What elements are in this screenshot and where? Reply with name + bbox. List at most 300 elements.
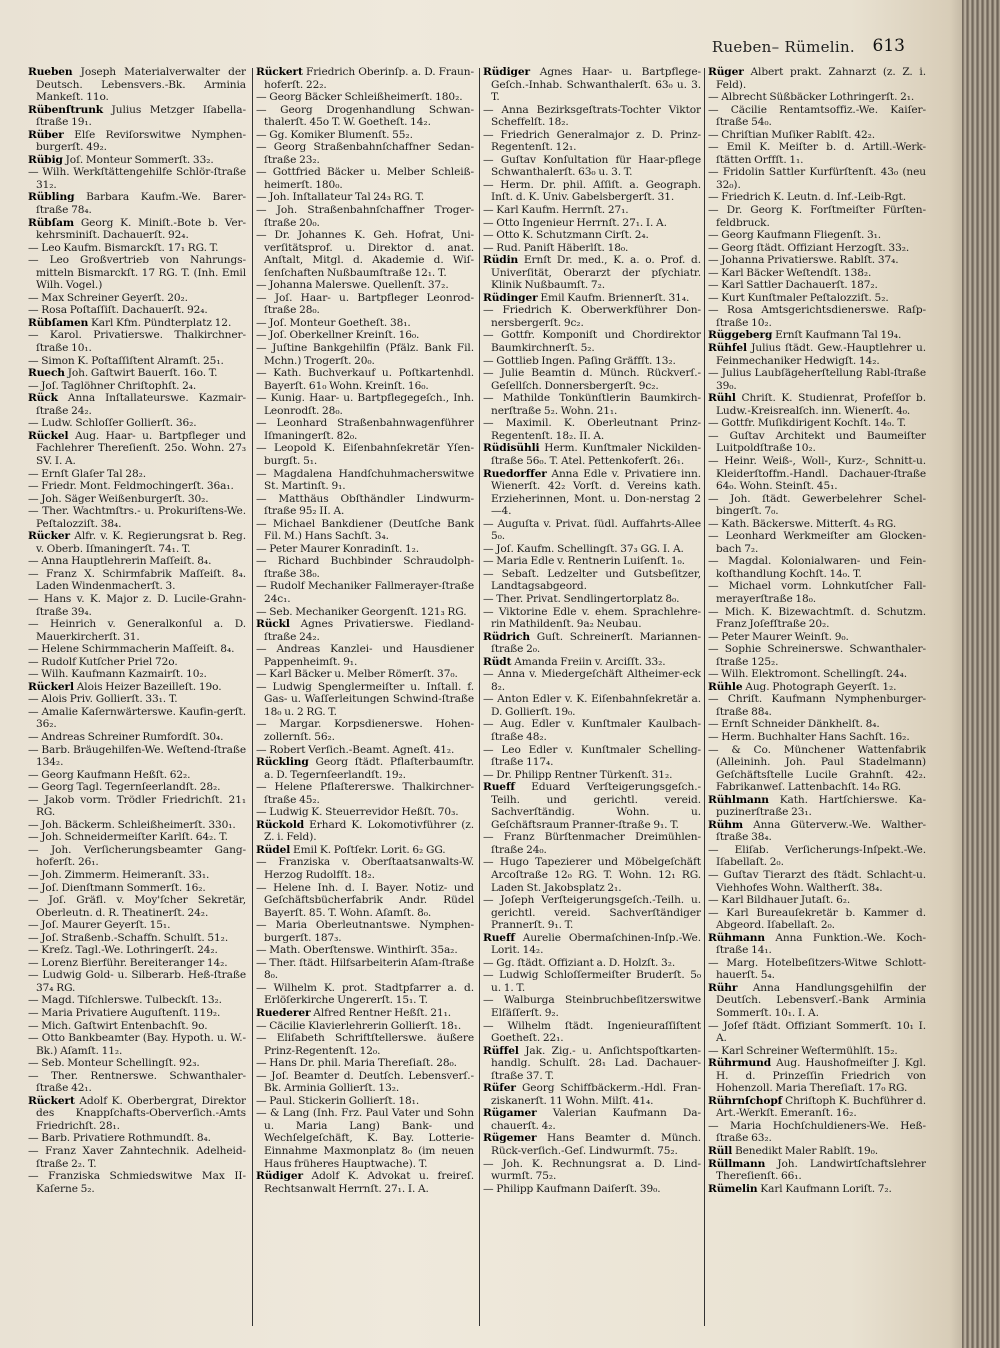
entry-text: — Math. Oberſtenswe. Winthirſt. 35a₂. — [256, 944, 458, 957]
entry-surname: Rügamer — [483, 1107, 537, 1120]
directory-entry — [708, 104, 926, 129]
entry-text: Joh. Gaſtwirt Bauerſt. 16o. T. — [67, 367, 218, 380]
entry-surname: Rüdt — [483, 655, 512, 668]
directory-entry — [256, 580, 474, 605]
directory-entry — [483, 718, 701, 743]
directory-entry — [708, 957, 926, 982]
entry-text: — Gottfried Bäcker u. Melber Schleiß-heimerſt. 180₀. — [256, 166, 474, 191]
directory-entry — [256, 329, 474, 342]
entry-surname: Rüdel — [256, 843, 291, 856]
running-title: Rueben– Rümelin. — [711, 38, 855, 56]
directory-entry — [256, 417, 474, 442]
directory-entry — [28, 643, 246, 656]
entry-text: — Johanna Privatierswe. Rablſt. 37₄. — [708, 254, 899, 267]
directory-entry — [256, 317, 474, 330]
entry-text: Alois Heizer Bazeilleſt. 19o. — [76, 680, 222, 693]
entry-text: — Joſ. Monteur Goetheſt. 38₁. — [256, 316, 411, 329]
entry-surname: Rühr — [708, 981, 738, 994]
directory-entry — [708, 606, 926, 631]
entry-text: — Rud. Paniſt Häberlſt. 18₀. — [483, 241, 629, 254]
entry-text: — Gottfr. Komponiſt und Chordirektor Baumkirchnerſt. 5₂. — [483, 329, 701, 355]
directory-entry — [28, 932, 246, 945]
entry-text: — Georg Kaufmann Fliegenſt. 3₁. — [708, 229, 882, 242]
entry-surname: Rueben — [28, 66, 73, 78]
directory-entry — [483, 831, 701, 856]
column-2 — [256, 66, 474, 1330]
entry-text: — Wilhelm K. prot. Stadtpfarrer a. d. Erlöſerkirche Ungererſt. 15₁. T. — [256, 981, 474, 1007]
entry-surname: Rückert — [256, 66, 303, 78]
entry-text: — Matthäus Obſthändler Lindwurm-ſtraße 95₂ II. A. — [256, 492, 474, 518]
entry-text: Jak. Zig.- u. Anſichtspoſtkarten-handlg. Schulſt. 28₁ Lad. Dachauer-ſtraße 37. T. — [491, 1044, 701, 1082]
entry-surname: Rüdinger — [483, 291, 538, 304]
directory-entry — [483, 781, 701, 831]
entry-text: — Anton Edler v. K. Eiſenbahnſekretär a. D. Gollierſt. 19₀. — [483, 693, 701, 718]
entry-text: — Guſtav Konſultation für Haar-pflege Schwanthalerſt. 63₀ u. 3. T. — [483, 153, 701, 179]
entry-text: Aug. Haushofmeiſter J. Kgl. H. d. Prinzeſſin Friedrich von Hohenzoll. Maria Thereſiaſt. 17₀ RG. — [716, 1057, 926, 1095]
entry-text: — Georg Tagl. Tegernſeerlandſt. 28₂. — [28, 781, 221, 794]
directory-entry — [28, 882, 246, 895]
entry-text: — Anna Hauptlehrerin Maſſeiſt. 8₄. — [28, 555, 212, 568]
entry-text: — Michael Bankdiener (Deutſche Bank Fil. M.) Hans Sachſt. 3₄. — [256, 517, 474, 543]
directory-entry — [256, 982, 474, 1007]
directory-entry — [256, 1170, 474, 1195]
entry-surname: Rüdiger — [483, 66, 530, 78]
entry-surname: Rückert — [28, 1094, 75, 1107]
entry-text: Benedikt Maler Rablſt. 19₀. — [734, 1145, 879, 1158]
entry-text: — Franziska v. Oberſtaatsanwalts-W. Herzog Rudolfſt. 18₂. — [256, 856, 474, 881]
directory-entry — [256, 104, 474, 129]
entry-text: — Guſtav Tierarzt des ſtädt. Schlacht-u. Viehhofes Wohn. Waltherſt. 38₄. — [708, 869, 926, 894]
directory-entry — [28, 969, 246, 994]
entry-text: — Barb. Bräugehilfen-We. Weſtend-ſtraße 134₂. — [28, 743, 246, 769]
directory-entry — [256, 442, 474, 467]
directory-entry — [28, 1095, 246, 1133]
entry-text: — Joſef ſtädt. Offiziant Sommerſt. 10₁ I. A. — [708, 1019, 926, 1045]
entry-text: Chriſtoph K. Buchführer d. Art.-Werkſt. Emeranſt. 16₂. — [716, 1094, 926, 1120]
entry-text: — Wilhelm ſtädt. Ingenieuraſſiſtent Goetheſt. 22₁. — [483, 1019, 701, 1045]
entry-text: — Richard Buchbinder Schraudolph-ſtraße 38₀. — [256, 555, 474, 580]
directory-entry — [256, 543, 474, 556]
directory-entry — [708, 493, 926, 518]
directory-entry — [256, 191, 474, 204]
entry-surname: Rühle — [708, 680, 743, 693]
directory-entry — [708, 1145, 926, 1158]
entry-text: — Joh. K. Rechnungsrat a. D. Lind-wurmſt. 75₂. — [483, 1157, 701, 1183]
directory-entry — [256, 957, 474, 982]
directory-entry — [256, 806, 474, 819]
entry-surname: Rühm — [708, 818, 744, 831]
entry-text: — & Lang (Inh. Frz. Paul Vater und Sohn u. Maria Lang) Bank- und Wechſelgeſchäft, K. Bay. Lotterie-Einnahme Maxmonplatz 8₀ (im neuen Haus früheres Hauptwache). T. — [256, 1107, 474, 1170]
directory-entry — [28, 1070, 246, 1095]
entry-text: — Georg Straßenbahnſchaffner Sedan-ſtraße 23₂. — [256, 141, 474, 166]
entry-text: — Leo Großvertrieb von Nahrungs-mitteln Bismarckſt. 17 RG. T. (Inh. Emil Wilh. Vogel.) — [28, 254, 246, 292]
entry-text: — Friedr. Mont. Feldmochingerſt. 36a₁. — [28, 480, 234, 493]
directory-entry — [483, 656, 701, 669]
entry-text: — Friedrich K. Leutn. d. Inf.-Leib-Rgt. — [708, 191, 907, 204]
entry-surname: Rüber — [28, 128, 64, 141]
directory-entry — [708, 129, 926, 142]
entry-text: — Seb. Mechaniker Georgenſt. 121₃ RG. — [256, 605, 467, 618]
directory-entry — [256, 1007, 474, 1020]
directory-entry — [483, 1107, 701, 1132]
entry-text: — Joh. Säger Weißenburgerſt. 30₂. — [28, 492, 209, 505]
entry-text: — Ernſt Glaſer Tal 28₂. — [28, 467, 147, 480]
entry-text: — Cäcilie Klavierlehrerin Gollierſt. 18₁. — [256, 1019, 462, 1032]
entry-text: — Joh. Verſicherungsbeamter Gang-hoferſt. 26₁. — [28, 843, 246, 869]
entry-surname: Rüfer — [483, 1082, 516, 1095]
entry-text: — Leopold K. Eiſenbahnſekretär Yſen-burgſt. 5₁. — [256, 442, 474, 467]
entry-text: — Kath. Bäckerswe. Mitterſt. 4₃ RG. — [708, 517, 897, 530]
directory-entry — [483, 66, 701, 104]
directory-entry — [28, 618, 246, 643]
entry-text: — Maximil. K. Oberleutnant Prinz-Regentenſt. 18₂. II. A. — [483, 417, 701, 442]
directory-entry — [256, 1070, 474, 1095]
entry-surname: Rüllmann — [708, 1157, 766, 1170]
entry-text: — Ther. Rentnerswe. Schwanthaler-ſtraße 42₁. — [28, 1069, 246, 1095]
directory-entry — [483, 104, 701, 129]
entry-text: Joh. Landwirtſchaftslehrer Thereſienſt. 66₁. — [716, 1157, 926, 1183]
directory-entry — [708, 631, 926, 644]
directory-entry — [28, 1007, 246, 1020]
entry-text: Joſ. Monteur Sommerſt. 33₂. — [65, 153, 214, 166]
entry-surname: Ruech — [28, 367, 65, 380]
entry-text: — Ludwig Spenglermeiſter u. Inſtall. f. Gas- u. Waſſerleitungen Schwind-ſtraße 18₀ u. 2 RG. T. — [256, 680, 474, 718]
directory-entry — [28, 819, 246, 832]
entry-surname: Rühl — [708, 392, 736, 405]
directory-entry — [256, 204, 474, 229]
entry-text: Herm. Kunſtmaler Nickilden-ſtraße 56₀. T. Atel. Pettenkoferſt. 26₁. — [491, 442, 701, 467]
directory-entry — [483, 254, 701, 292]
directory-entry — [708, 1057, 926, 1095]
entry-text: — Ther. Privat. Sendlingertorplatz 8₀. — [483, 592, 680, 605]
entry-text: Anna Güterverw.-We. Walther-ſtraße 38₄. — [716, 818, 926, 844]
entry-text: — Viktorine Edle v. ehem. Sprachlehre-rin Mathildenſt. 9a₂ Neubau. — [483, 605, 701, 631]
entry-text: — Georg Bäcker Schleißheimerſt. 180₂. — [256, 91, 463, 104]
directory-entry — [483, 204, 701, 217]
entry-text: — Franz Bürſtenmacher Dreimühlen-ſtraße 24₀. — [483, 831, 701, 856]
entry-text: — Max Schreiner Geyerſt. 20₂. — [28, 291, 188, 304]
directory-entry — [483, 229, 701, 242]
entry-text: — Chriſtian Muſiker Rablſt. 42₂. — [708, 128, 876, 141]
entry-text: — Alois Priv. Gollierſt. 33₁. T. — [28, 693, 178, 706]
entry-text: — Karl Bäcker u. Melber Römerſt. 37₀. — [256, 668, 458, 681]
entry-text: — Rosa Amtsgerichtsdienerswe. Raſp-ſtraße 10₂. — [708, 304, 926, 329]
directory-entry — [708, 693, 926, 718]
directory-entry — [483, 179, 701, 204]
directory-entry — [483, 631, 701, 656]
entry-text: — Rudolf Mechaniker Fallmerayer-ſtraße 24c₁. — [256, 580, 474, 605]
directory-entry — [708, 242, 926, 255]
entry-text: — Franz X. Schirmfabrik Maſſeiſt. 8₄. Laden Windenmacherſt. 3. — [28, 567, 246, 593]
directory-entry — [28, 957, 246, 970]
directory-entry — [256, 392, 474, 417]
directory-entry — [28, 693, 246, 706]
entry-text: Alfr. v. K. Regierungsrat b. Reg. v. Oberb. Iſmaningerſt. 74₁. T. — [36, 530, 246, 555]
directory-entry — [708, 718, 926, 731]
entry-text: — Aug. Edler v. Kunſtmaler Kaulbach-ſtraße 48₂. — [483, 718, 701, 743]
directory-entry — [483, 668, 701, 693]
entry-text: Georg K. Miniſt.-Bote b. Ver-kehrsminiſt. Dachauerſt. 92₄. — [36, 216, 246, 242]
entry-text: Ernſt Kaufmann Tal 19₄. — [775, 329, 902, 342]
entry-text: — Joſ. Straßenb.-Schaffn. Schulſt. 51₂. — [28, 931, 229, 944]
entry-text: — Paul. Stickerin Gollierſt. 18₁. — [256, 1094, 420, 1107]
entry-text: Elſe Reviſorswitwe Nymphen-burgerſt. 49₂. — [36, 128, 246, 154]
directory-entry — [708, 894, 926, 907]
entry-surname: Rührnſchopf — [708, 1094, 783, 1107]
entry-text: — Heinr. Weiß-, Woll-, Kurz-, Schnitt-u. Kleiderſtoffm.-Handl. Dachauer-ſtraße 64₀. Wohn. Steinſt. 45₁. — [708, 454, 926, 493]
column-4 — [708, 66, 926, 1330]
directory-entry — [28, 317, 246, 330]
directory-entry — [256, 1107, 474, 1170]
entry-text: — Georg Drogenhandlung Schwan-thalerſt. 45o T. W. Goetheſt. 14₂. — [256, 103, 474, 129]
entry-text: Aug. Haar- u. Bartpfleger und Fachlehrer Thereſienſt. 25o. Wohn. 27₃ SV. I. A. — [36, 429, 246, 467]
entry-text: — Joh. Schneidermeiſter Karlſt. 64₂. T. — [28, 831, 228, 844]
entry-text: Anna Inſtallateurswe. Kazmair-ſtraße 24₂. — [36, 392, 246, 417]
directory-entry — [483, 606, 701, 631]
entry-text: — Leo Kaufm. Bismarckſt. 17₁ RG. T. — [28, 241, 219, 254]
directory-entry — [28, 355, 246, 368]
directory-entry — [483, 693, 701, 718]
directory-entry — [483, 304, 701, 329]
entry-text: — & Co. Münchener Wattenfabrik (Alleininh. Joh. Paul Stadelmann) Geſchäftsſtelle Lucile Grahnſt. 42₂. Fabrikanweſ. Lattenbachſt. 14₀ RG. — [708, 743, 926, 794]
directory-entry — [708, 982, 926, 1020]
entry-text: — Herm. Dr. phil. Aſſiſt. a. Geograph. Inſt. d. K. Univ. Gabelsbergerſt. 31. — [483, 178, 701, 204]
entry-text: — Karl Sattler Dachauerſt. 187₂. — [708, 279, 878, 292]
entry-text: — Anna Bezirksgeſtrats-Tochter Viktor Scheffelſt. 18₂. — [483, 103, 701, 129]
directory-entry — [708, 166, 926, 191]
directory-entry — [708, 731, 926, 744]
directory-entry — [256, 1057, 474, 1070]
directory-entry — [483, 593, 701, 606]
directory-entry — [708, 329, 926, 342]
entry-text: Adolf K. Oberbergrat, Direktor des Knappſchafts-Oberverſich.-Amts Friedrichſt. 28₁. — [36, 1094, 246, 1132]
entry-text: — Friedrich K. Oberwerkführer Don-nersbergerſt. 9c₂. — [483, 304, 701, 329]
entry-surname: Rueff — [483, 781, 515, 794]
entry-text: — Leonhard Werkmeiſter am Glocken-bach 7₂. — [708, 530, 926, 555]
directory-entry — [28, 844, 246, 869]
directory-entry — [483, 392, 701, 417]
directory-entry — [256, 718, 474, 743]
directory-entry — [708, 430, 926, 455]
directory-entry — [28, 656, 246, 669]
directory-entry — [483, 1183, 701, 1196]
entry-text: — Heinrich v. Generalkonſul a. D. Mauerkircherſt. 31. — [28, 618, 246, 643]
directory-entry — [483, 367, 701, 392]
entry-text: Guſt. Schreinerſt. Mariannen-ſtraße 2₀. — [491, 630, 701, 656]
entry-text: Agnes Haar- u. Bartpflege-Geſch.-Inhab. Schwanthalerſt. 63₀ u. 3. T. — [491, 66, 701, 104]
entry-text: — Joſ. Maurer Geyerſt. 15₁. — [28, 919, 171, 932]
directory-entry — [256, 342, 474, 367]
directory-entry — [483, 769, 701, 782]
entry-text: — Gg. Komiker Blumenſt. 55₂. — [256, 128, 413, 141]
entry-text: — Mich. Gaſtwirt Entenbachſt. 9o. — [28, 1019, 208, 1032]
entry-text: — Kurt Kunſtmaler Peſtalozziſt. 5₂. — [708, 291, 889, 304]
directory-entry — [483, 994, 701, 1019]
directory-entry — [28, 104, 246, 129]
directory-entry — [708, 392, 926, 417]
entry-text: — Dr. Philipp Rentner Türkenſt. 31₂. — [483, 768, 673, 781]
entry-text: — Gg. ſtädt. Offiziant a. D. Holzſt. 3₂. — [483, 956, 676, 969]
directory-entry — [483, 154, 701, 179]
directory-entry — [256, 279, 474, 292]
directory-entry — [28, 493, 246, 506]
entry-text: — Karl Bureauſekretär b. Kammer d. Abgeord. Iſabellaſt. 2₀. — [708, 906, 926, 932]
directory-entry — [708, 304, 926, 329]
directory-entry — [708, 794, 926, 819]
directory-entry — [483, 292, 701, 305]
entry-surname: Rühfel — [708, 342, 747, 355]
entry-text: — Leo Edler v. Kunſtmaler Schelling-ſtraße 117₄. — [483, 743, 701, 769]
entry-text: — Albrecht Süßbäcker Lothringerſt. 2₁. — [708, 91, 915, 104]
directory-entry — [483, 518, 701, 543]
directory-entry — [28, 1170, 246, 1195]
entry-text: — Johanna Malerswe. Quellenſt. 37₂. — [256, 279, 449, 292]
directory-entry — [28, 329, 246, 354]
entry-text: — Kreſz. Tagl.-We. Lothringerſt. 24₂. — [28, 944, 218, 957]
entry-text: Emil K. Poſtſekr. Lorit. 6₂ GG. — [292, 843, 446, 856]
directory-entry — [256, 756, 474, 781]
directory-entry — [708, 1095, 926, 1120]
directory-entry — [708, 643, 926, 668]
entry-text: — Fridolin Sattler Kurfürſtenſt. 43₀ (neu 32₀). — [708, 166, 926, 191]
entry-text: — Auguſta v. Privat. ſüdl. Auffahrts-Allee 5₀. — [483, 517, 701, 543]
directory-entry — [708, 744, 926, 794]
directory-entry — [256, 643, 474, 668]
directory-entry — [256, 1032, 474, 1057]
directory-entry — [708, 844, 926, 869]
entry-text: Valerian Kaufmann Da-chauerſt. 4₂. — [491, 1107, 701, 1132]
entry-text: — Ludwig Gold- u. Silberarb. Heß-ſtraße 37₄ RG. — [28, 969, 246, 994]
directory-entry — [256, 1020, 474, 1033]
entry-text: — Marg. Hotelbeſitzers-Witwe Schlott-hauerſt. 5₄. — [708, 956, 926, 982]
entry-text: — Otto K. Schutzmann Cirſt. 2₄. — [483, 229, 649, 242]
entry-text: — Helene Schirmmacherin Maſſeiſt. 8₄. — [28, 643, 235, 656]
entry-text: — Hans Dr. phil. Maria Thereſiaſt. 28₀. — [256, 1057, 457, 1070]
directory-entry — [483, 555, 701, 568]
directory-entry — [483, 1045, 701, 1083]
entry-surname: Rübſamen — [28, 316, 89, 329]
directory-entry — [256, 819, 474, 844]
entry-surname: Rückl — [256, 618, 290, 631]
entry-text: — Guſtav Architekt und Baumeiſter Luitpoldſtraße 10₂. — [708, 429, 926, 455]
entry-text: Amanda Freiin v. Arciſſt. 33₂. — [514, 655, 666, 668]
entry-text: — Julius Laubſägeherſtellung Rabl-ſtraße 39₀. — [708, 367, 926, 392]
entry-surname: Rübſam — [28, 216, 74, 229]
entry-text: — Helene Pflaſtererswe. Thalkirchner-ſtraße 45₂. — [256, 781, 474, 806]
directory-entry — [28, 166, 246, 191]
entry-text: — Dr. Johannes K. Geh. Hofrat, Uni-verſitätsprof. u. Direktor d. anat. Anſtalt, Mitgl. d. Akademie d. Wiſ-ſenſchaften Nußbaumſtraße 12₁. T. — [256, 229, 474, 279]
entry-text: Georg Schiffbäckerm.-Hdl. Fran-ziskanerſt. 11 Wohn. Milſt. 41₄. — [491, 1082, 701, 1107]
entry-text: — Joſ. Taglöhner Chriſtophſt. 2₄. — [28, 379, 197, 392]
entry-text: — Hugo Tapezierer und Möbelgeſchäft Arcoſtraße 12₀ RG. T. Wohn. 12₁ RG. Laden St. Jakobsplatz 2₁. — [483, 856, 701, 894]
directory-entry — [28, 668, 246, 681]
directory-entry — [708, 555, 926, 580]
directory-entry — [708, 229, 926, 242]
directory-entry — [708, 580, 926, 605]
directory-entry — [28, 681, 246, 694]
entry-surname: Ruederer — [256, 1007, 311, 1020]
directory-entry — [28, 894, 246, 919]
entry-text: — Mathilde Tonkünſtlerin Baumkirch-nerſtraße 5₂. Wohn. 21₁. — [483, 392, 701, 417]
entry-surname: Rückling — [256, 756, 309, 769]
entry-text: Anna Handlungsgehilfin der Deutſch. Lebensverſ.-Bank Arminia Sommerſt. 10₁. I. A. — [716, 981, 926, 1020]
directory-entry — [708, 254, 926, 267]
entry-text: Alfred Rentner Heßſt. 21₁. — [313, 1007, 452, 1020]
directory-entry — [28, 191, 246, 216]
directory-entry — [483, 1082, 701, 1107]
directory-entry — [708, 1183, 926, 1196]
directory-entry — [28, 430, 246, 468]
entry-text: Kath. Hartſchierswe. Ka-puzinerſtraße 23₁. — [716, 793, 926, 819]
entry-text: — Mich. K. Bizewachtmſt. d. Schutzm. Franz Joſefſtraße 20₂. — [708, 605, 926, 631]
directory-entry — [256, 844, 474, 857]
directory-entry — [28, 1032, 246, 1057]
entry-text: Karl Kfm. Pündterplatz 12. — [90, 316, 232, 329]
directory-entry — [256, 668, 474, 681]
directory-entry — [28, 593, 246, 618]
entry-text: — Ludwig Schloſſermeiſter Bruderſt. 5₀ u. 1. T. — [483, 969, 701, 994]
directory-entry — [708, 267, 926, 280]
entry-text: — Philipp Kaufmann Daiſerſt. 39₀. — [483, 1182, 661, 1195]
entry-surname: Rüdrich — [483, 630, 530, 643]
directory-entry — [483, 744, 701, 769]
entry-text: — Magd. Tiſchlerswe. Tulbeckſt. 13₂. — [28, 994, 222, 1007]
entry-text: — Andreas Kanzlei- und Hausdiener Pappenheimſt. 9₁. — [256, 643, 474, 668]
directory-entry — [708, 279, 926, 292]
directory-entry — [483, 894, 701, 932]
directory-entry — [256, 129, 474, 142]
directory-entry — [28, 417, 246, 430]
directory-entry — [708, 681, 926, 694]
entry-text: — Georg Kaufmann Heßſt. 62₂. — [28, 768, 191, 781]
directory-entry — [708, 518, 926, 531]
entry-text: — Joſ. Haar- u. Bartpfleger Leonrod-ſtraße 28₀. — [256, 291, 474, 317]
directory-entry — [708, 869, 926, 894]
entry-text: — Maria Edle v. Rentnerin Luiſenſt. 1₀. — [483, 555, 685, 568]
directory-entry — [28, 794, 246, 819]
entry-text: — Ther. ſtädt. Hilfsarbeiterin Aſam-ſtraße 8₀. — [256, 956, 474, 982]
directory-entry — [28, 304, 246, 317]
entry-text: — Joſ. Oberkellner Kreinſt. 16₀. — [256, 329, 420, 342]
entry-text: — Karl Schreiner Weſtermühlſt. 15₂. — [708, 1044, 898, 1057]
directory-entry — [256, 606, 474, 619]
column-3 — [483, 66, 701, 1330]
entry-text: — Maria Hochſchuldieners-We. Heß-ſtraße 63₂. — [708, 1119, 926, 1145]
entry-text: — Karl Bildhauer Jutaſt. 6₂. — [708, 894, 851, 907]
directory-entry — [708, 367, 926, 392]
entry-text: Adolf K. Advokat u. freireſ. Rechtsanwalt Herrnſt. 27₁. I. A. — [264, 1170, 474, 1195]
directory-entry — [28, 129, 246, 154]
directory-entry — [483, 568, 701, 593]
entry-surname: Rügemer — [483, 1132, 537, 1145]
directory-entry — [483, 442, 701, 467]
entry-text: — Joh. ſtädt. Gewerbelehrer Schel-bingerſt. 7₀. — [708, 492, 926, 518]
entry-text: — Rudolf Kutſcher Priel 72o. — [28, 655, 178, 668]
entry-text: Albert prakt. Zahnarzt (z. Z. i. Feld). — [716, 66, 926, 91]
directory-entry — [28, 744, 246, 769]
directory-entry — [483, 355, 701, 368]
entry-text: Eduard Verſteigerungsgeſch.-Teilh. und gerichtl. vereid. Sachverſtändig. Wohn. u. Geſchäftsraum Pranner-ſtraße 9₁. T. — [491, 781, 701, 831]
entry-surname: Rüggeberg — [708, 329, 773, 342]
directory-entry — [28, 367, 246, 380]
directory-entry — [256, 781, 474, 806]
directory-entry — [28, 242, 246, 255]
entry-surname: Rübling — [28, 191, 75, 204]
directory-entry — [256, 944, 474, 957]
entry-text: — Georg ſtädt. Offiziant Herzogſt. 33₂. — [708, 241, 910, 254]
directory-entry — [28, 380, 246, 393]
entry-text: — Gottfr. Muſikdirigent Kochſt. 14₀. T. — [708, 417, 907, 430]
